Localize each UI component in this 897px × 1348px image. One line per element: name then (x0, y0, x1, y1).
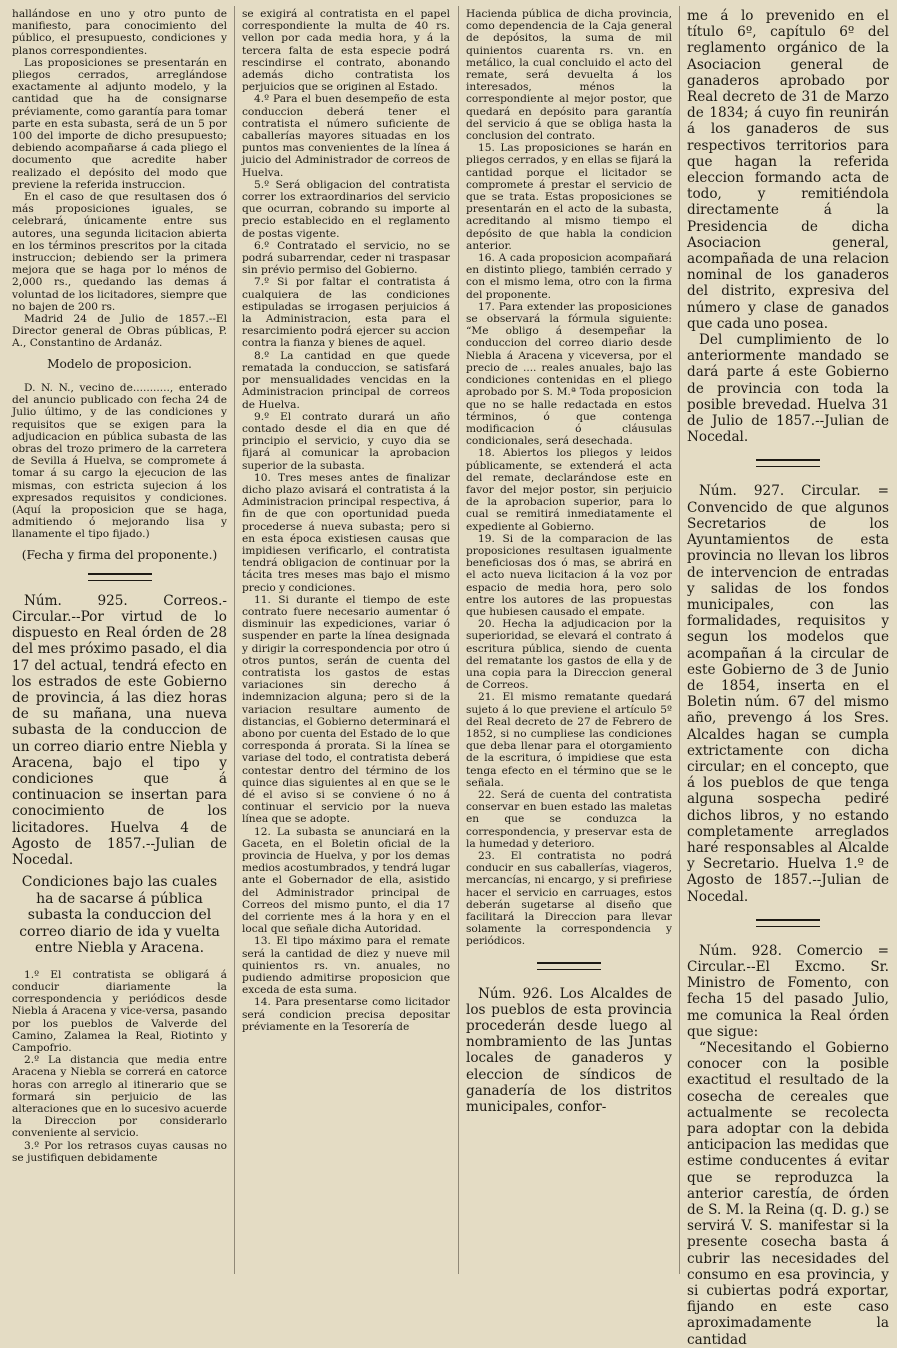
condition-item: 2.º La distancia que media entre Aracena y Niebla se correrá en catorce horas con arreglo al itinerario que se formará sin perjuicio de las alteraciones que en lo sucesivo acuerde la Direccion por considerarlo conveniente al servicio. (12, 1054, 227, 1140)
condition-item: 6.º Contratado el servicio, no se podrá subarrendar, ceder ni traspasar sin prévio permiso del Gobierno. (242, 239, 450, 277)
section-divider (756, 459, 820, 467)
article-926: Núm. 926. Los Alcaldes de los pueblos de esta provincia procederán desde luego al nombramiento de las Juntas locales de ganaderos y eleccion de síndicos de ganadería de los distritos municipales, confor- (466, 985, 672, 1116)
conditions-heading: Condiciones bajo las cuales ha de sacarse á pública subasta la conduccion del correo diario de ida y vuelta entre Niebla y Aracena. (19, 874, 220, 957)
condition-item: 22. Será de cuenta del contratista conservar en buen estado las maletas en que se conduzca la correspondencia, y preservar esta de la humedad y deterioro. (466, 789, 672, 850)
condition-item: 3.º Por los retrasos cuyas causas no se justifiquen debidamente (12, 1139, 227, 1164)
column-divider (234, 6, 235, 1274)
condition-item: 1.º El contratista se obligará á conducir diariamente la correspondencia y periódicos desde Niebla á Aracena y vice-versa, pasando por los pueblos de Valverde del Camino, Zalamea la Real, Riotinto y Campofrio. (12, 968, 227, 1054)
condition-item: 14. Para presentarse como licitador será condicion precisa depositar préviamente en la Tesorería de (242, 996, 450, 1033)
paragraph: hallándose en uno y otro punto de manifiesto, para conocimiento del público, el presupuesto, condiciones y planos correspondientes. (12, 8, 227, 57)
signature-note: (Fecha y firma del proponente.) (21, 547, 218, 562)
paragraph: Del cumplimiento de lo anteriormente mandado se dará parte á este Gobierno de provincia con toda la posible brevedad. Huelva 31 de Julio de 1857.--Julian de Nocedal. (687, 332, 889, 446)
article-928: Núm. 928. Comercio = Circular.--El Excmo. Sr. Ministro de Fomento, con fecha 15 del pasado Julio, me comunica la Real órden que sigue: (687, 942, 889, 1040)
model-heading: Modelo de proposicion. (47, 356, 192, 371)
column-3 (466, 8, 672, 1276)
article-928-quote: “Necesitando el Gobierno conocer con la posible exactitud el resultado de la cosecha de cereales que actualmente se recolecta para adoptar con la debida anticipacion las medidas que estime conducentes á evitar que se reproduzca la anterior carestía, de órden de S. M. la Reina (q. D. g.) se servirá V. S. manifestar si la presente cosecha basta á cubrir las necesidades del consumo en esa provincia, y si cubiertas podrá exportar, fijando en este caso aproximadamente la cantidad (687, 1039, 889, 1348)
section-divider (537, 962, 601, 970)
condition-item: 18. Abiertos los pliegos y leidos públicamente, se extenderá el acta del remate, declarándose este en favor del mejor postor, sin perjuicio de la aprobacion superior, para lo cual se remitirá inmediatamente el expediente al Gobierno. (466, 447, 672, 533)
column-1 (12, 8, 227, 1276)
column-divider (679, 6, 680, 1274)
condition-item: 12. La subasta se anunciará en la Gaceta, en el Boletin oficial de la provincia de Huelva, y por los demas medios acostumbrados, y tendrá lugar ante el Gobernador de ella, asistido del Administrador principal de Correos del mismo punto, el dia 17 del corriente mes á la hora y en el local que señale dicha Autoridad. (242, 825, 450, 936)
condition-item: 10. Tres meses antes de finalizar dicho plazo avisará el contratista á la Administracion principal respectiva, á fin de que con oportunidad pueda procederse á nueva subasta; pero si en esta época existiesen causas que impidiesen verificarlo, el contratista tendrá obligacion de continuar por la tácita tres meses mas bajo el mismo precio y condiciones. (242, 471, 450, 594)
condition-item: 9.º El contrato durará un año contado desde el dia en que dé principio el servicio, y cuyo dia se fijará al comunicar la aprobacion superior de la subasta. (242, 410, 450, 472)
column-4 (687, 8, 889, 1348)
condition-item: 11. Si durante el tiempo de este contrato fuere necesario aumentar ó disminuir las expediciones, variar ó suspender en parte la línea designada y dirigir la correspondencia por otro ú otros puntos, serán de cuenta del contratista los gastos de estas variaciones sin derecho á indemnizacion alguna; pero si de la variacion resultare aumento de distancias, el Gobierno determinará el abono por cuenta del Estado de lo que corresponda á prorata. Si la línea se variase del todo, el contratista deberá contestar dentro del término de los quince dias siguientes al en que se le dé el aviso si se conviene ó no á continuar el servicio por la nueva línea que se adopte. (242, 593, 450, 826)
condition-item: 4.º Para el buen desempeño de esta conduccion deberá tener el contratista el número suficiente de caballerías mayores situadas en los puntos mas convenientes de la línea á juicio del Administrador de correos de Huelva. (242, 93, 450, 179)
column-divider (458, 6, 459, 1274)
paragraph: me á lo prevenido en el título 6º, capítulo 6º del reglamento orgánico de la Asociacion general de ganaderos aprobado por Real decreto de 31 de Marzo de 1834; á cuyo fin reunirán á los ganaderos de sus respectivos territorios para que hagan la referida eleccion formando acta de todo, y remitiéndola directamente á la Presidencia de dicha Asociacion general, acompañada de una relacion nominal de los ganaderos del distrito, expresiva del número y clase de ganados que cada uno posea. (687, 8, 889, 332)
condition-item: 15. Las proposiciones se harán en pliegos cerrados, y en ellas se fijará la cantidad porque el licitador se compromete á prestar el servicio de que se trata. Estas proposiciones se presentarán en el acto de la subasta, acreditando al mismo tiempo el depósito de que habla la condicion anterior. (466, 142, 672, 252)
article-927: Núm. 927. Circular. = Convencido de que algunos Secretarios de los Ayuntamientos de esta provincia no llevan los libros de intervencion de entradas y salidas de los fondos municipales, con las formalidades, requisitos y segun los modelos que acompañan á la circular de este Gobierno de 3 de Junio de 1854, inserta en el Boletin núm. 67 del mismo año, prevengo á los Sres. Alcaldes hagan se cumpla extrictamente con dicha circular; en el concepto, que á los pueblos de que tenga alguna sospecha pediré dichos libros, y no estando completamente arreglados haré responsables al Alcalde y Secretario. Huelva 1.º de Agosto de 1857.--Julian de Nocedal. (687, 483, 889, 905)
condition-item: 23. El contratista no podrá conducir en sus caballerías, viageros, mercancías, ni encargo, y si prefiriese hacer el servicio en carruages, estos deberán sugetarse al diseño que facilitará la Direccion para llevar solamente la correspondencia y periódicos. (466, 850, 672, 948)
condition-item: 20. Hecha la adjudicacion por la superioridad, se elevará el contrato á escritura pública, siendo de cuenta del rematante los gastos de ella y de una copia para la Direccion general de Correos. (466, 618, 672, 692)
column-2 (242, 8, 450, 1276)
condition-item: 21. El mismo rematante quedará sujeto á lo que previene el artículo 5º del Real decreto de 27 de Febrero de 1852, si no cumpliese las condiciones que deba llenar para el otorgamiento de la escritura, ó impidiese que esta tenga efecto en el término que se le señala. (466, 691, 672, 789)
condition-item: 8.º La cantidad en que quede rematada la conduccion, se satisfará por mensualidades vencidas en la Administracion principal de correos de Huelva. (242, 349, 450, 411)
condition-item: 13. El tipo máximo para el remate será la cantidad de diez y nueve mil quinientos rs. vn. anuales, no pudiendo admitirse proposicion que exceda de esta suma. (242, 935, 450, 997)
model-text: D. N. N., vecino de..........., enterado del anuncio publicado con fecha 24 de Julio último, y de las condiciones y requisitos que se exigen para la adjudicacion en pública subasta de las obras del trozo primero de la carretera de Sevilla á Huelva, se compromete á tomar á su cargo la ejecucion de las mismas, con estricta sujecion á los expresados requisitos y condiciones. (Aquí la proposicion que se haga, admitiendo ó mejorando lisa y llanamente el tipo fijado.) (12, 381, 227, 541)
condition-item: 19. Si de la comparacion de las proposiciones resultasen igualmente beneficiosas dos ó mas, se abrirá en el acto nueva licitacion á la voz por espacio de media hora, pero solo entre los autores de las propuestas que hubiesen causado el empate. (466, 532, 672, 618)
signature-line: Madrid 24 de Julio de 1857.--El Director general de Obras públicas, P. A., Constantino de Ardanáz. (12, 313, 227, 350)
section-divider (756, 919, 820, 927)
paragraph: Hacienda pública de dicha provincia, como dependencia de la Caja general de depósitos, la suma de mil quinientos cuarenta rs. vn. en metálico, la cual concluido el acto del remate, será devuelta á los interesados, ménos la correspondiente al mejor postor, que quedará en depósito para garantía del servicio á que se obliga hasta la conclusion del contrato. (466, 8, 672, 143)
article-925: Núm. 925. Correos.-Circular.--Por virtud de lo dispuesto en Real órden de 28 del mes próximo pasado, el dia 17 del actual, tendrá efecto en los estrados de este Gobierno de provincia, á las diez horas de su mañana, una nueva subasta de la conduccion de un correo diario entre Niebla y Aracena, bajo el tipo y condiciones que á continuacion se insertan para conocimiento de los licitadores. Huelva 4 de Agosto de 1857.--Julian de Nocedal. (12, 592, 227, 868)
condition-item: 17. Para extender las proposiciones se observará la fórmula siguiente: “Me obligo á desempeñar la conduccion del correo diario desde Niebla á Aracena y viceversa, por el precio de .... reales anuales, bajo las condiciones contenidas en el pliego aprobado por S. M.ª Toda proposicion que no se halle redactada en estos términos, ó que contenga modificacion ó cláusulas condicionales, será desechada. (466, 300, 672, 448)
condition-item: 16. A cada proposicion acompañará en distinto pliego, también cerrado y con el mismo lema, otro con la firma del proponente. (466, 252, 672, 301)
paragraph: En el caso de que resultasen dos ó más proposiciones iguales, se celebrará, únicamente entre sus autores, una segunda licitacion abierta en los términos prescritos por la citada instruccion; debiendo ser la primera mejora que se haga por lo ménos de 2,000 rs., quedando las demas á voluntad de los licitadores, siempre que no bajen de 200 rs. (12, 191, 227, 313)
paragraph: Las proposiciones se presentarán en pliegos cerrados, arreglándose exactamente al adjunto modelo, y la cantidad que ha de consignarse préviamente, como garantía para tomar parte en esta subasta, será de un 5 por 100 del importe de dicho presupuesto; debiendo acompañarse á cada pliego el documento que acredite haber realizado el depósito del modo que previene la referida instruccion. (12, 56, 227, 191)
condition-item: 7.º Si por faltar el contratista á cualquiera de las condiciones estipuladas se irrogasen perjuicios á la Administracion, esta para el resarcimiento podrá ejercer su accion contra la fianza y bienes de aquel. (242, 276, 450, 350)
paragraph: se exigirá al contratista en el papel correspondiente la multa de 40 rs. vellon por cada media hora, y á la tercera falta de esta especie podrá rescindirse el contrato, abonando además dicho contratista los perjuicios que se originen al Estado. (242, 8, 450, 94)
condition-item: 5.º Será obligacion del contratista correr los extraordinarios del servicio que ocurran, cobrando su importe al precio establecido en el reglamento de postas vigente. (242, 178, 450, 240)
section-divider (88, 573, 152, 581)
